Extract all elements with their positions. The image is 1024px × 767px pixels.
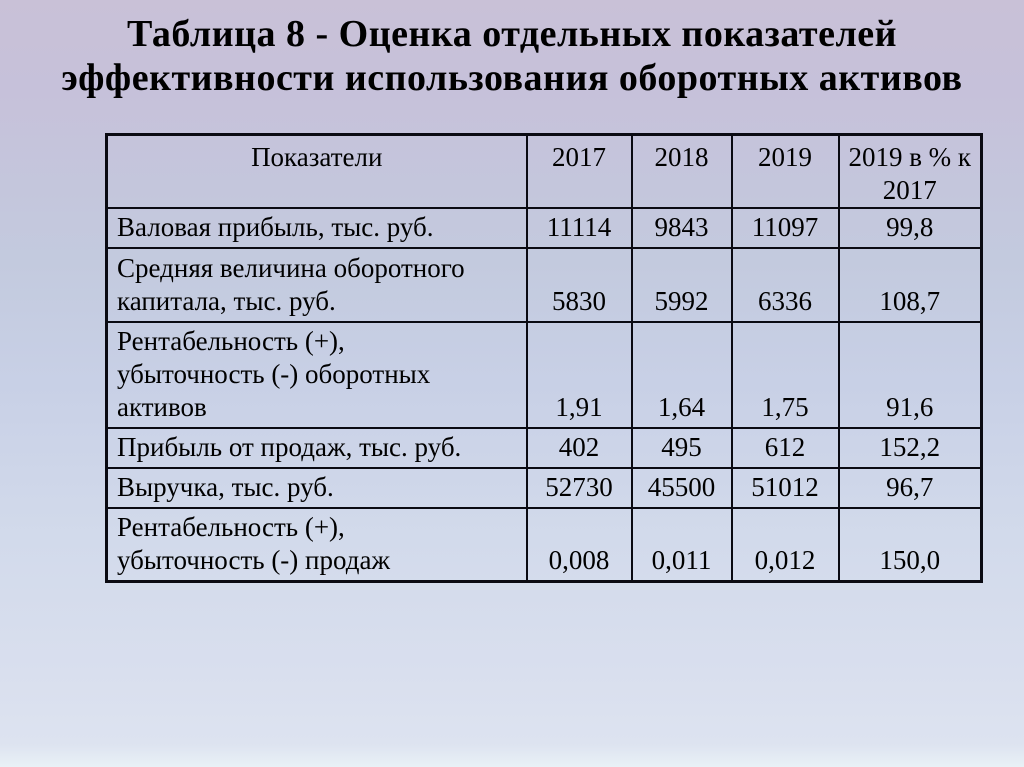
table-row bbox=[107, 508, 982, 582]
value-cell-pct-2019-to-2017: 150,0 bbox=[839, 508, 982, 582]
value-cell-year-2019: 51012 bbox=[732, 468, 839, 508]
indicators-table bbox=[105, 133, 983, 583]
value-cell-year-2018: 9843 bbox=[632, 208, 732, 248]
table-row bbox=[107, 322, 982, 428]
column-header-year-2018: 2018 bbox=[632, 135, 732, 209]
row-label-cell: Средняя величина оборотного капитала, тыс. руб. bbox=[107, 248, 527, 322]
page-title-line-2: эффективности использования оборотных активов bbox=[61, 57, 963, 99]
column-header-pct-2019-to-2017: 2019 в % к 2017 bbox=[839, 135, 982, 209]
row-label-cell: Рентабельность (+), убыточность (-) оборотных активов bbox=[107, 322, 527, 428]
value-cell-year-2018: 1,64 bbox=[632, 322, 732, 428]
value-cell-year-2019: 1,75 bbox=[732, 322, 839, 428]
value-cell-year-2018: 0,011 bbox=[632, 508, 732, 582]
page-title bbox=[0, 12, 1024, 100]
value-cell-year-2018: 495 bbox=[632, 428, 732, 468]
value-cell-pct-2019-to-2017: 152,2 bbox=[839, 428, 982, 468]
value-cell-year-2018: 5992 bbox=[632, 248, 732, 322]
table-row bbox=[107, 468, 982, 508]
value-cell-year-2017: 1,91 bbox=[527, 322, 632, 428]
value-cell-pct-2019-to-2017: 108,7 bbox=[839, 248, 982, 322]
value-cell-pct-2019-to-2017: 99,8 bbox=[839, 208, 982, 248]
row-label-cell: Выручка, тыс. руб. bbox=[107, 468, 527, 508]
row-label-cell: Валовая прибыль, тыс. руб. bbox=[107, 208, 527, 248]
value-cell-year-2019: 6336 bbox=[732, 248, 839, 322]
value-cell-year-2019: 612 bbox=[732, 428, 839, 468]
value-cell-year-2017: 52730 bbox=[527, 468, 632, 508]
value-cell-year-2019: 0,012 bbox=[732, 508, 839, 582]
page-title-line-1: Таблица 8 - Оценка отдельных показателей bbox=[126, 13, 898, 55]
value-cell-pct-2019-to-2017: 91,6 bbox=[839, 322, 982, 428]
value-cell-year-2017: 5830 bbox=[527, 248, 632, 322]
value-cell-year-2018: 45500 bbox=[632, 468, 732, 508]
value-cell-year-2017: 402 bbox=[527, 428, 632, 468]
header-row bbox=[107, 135, 982, 209]
column-header-indicators: Показатели bbox=[107, 135, 527, 209]
row-label-cell: Прибыль от продаж, тыс. руб. bbox=[107, 428, 527, 468]
column-header-year-2019: 2019 bbox=[732, 135, 839, 209]
column-header-year-2017: 2017 bbox=[527, 135, 632, 209]
row-label-cell: Рентабельность (+), убыточность (-) продаж bbox=[107, 508, 527, 582]
table-row bbox=[107, 208, 982, 248]
value-cell-pct-2019-to-2017: 96,7 bbox=[839, 468, 982, 508]
table-row bbox=[107, 428, 982, 468]
value-cell-year-2019: 11097 bbox=[732, 208, 839, 248]
value-cell-year-2017: 11114 bbox=[527, 208, 632, 248]
value-cell-year-2017: 0,008 bbox=[527, 508, 632, 582]
table-row bbox=[107, 248, 982, 322]
